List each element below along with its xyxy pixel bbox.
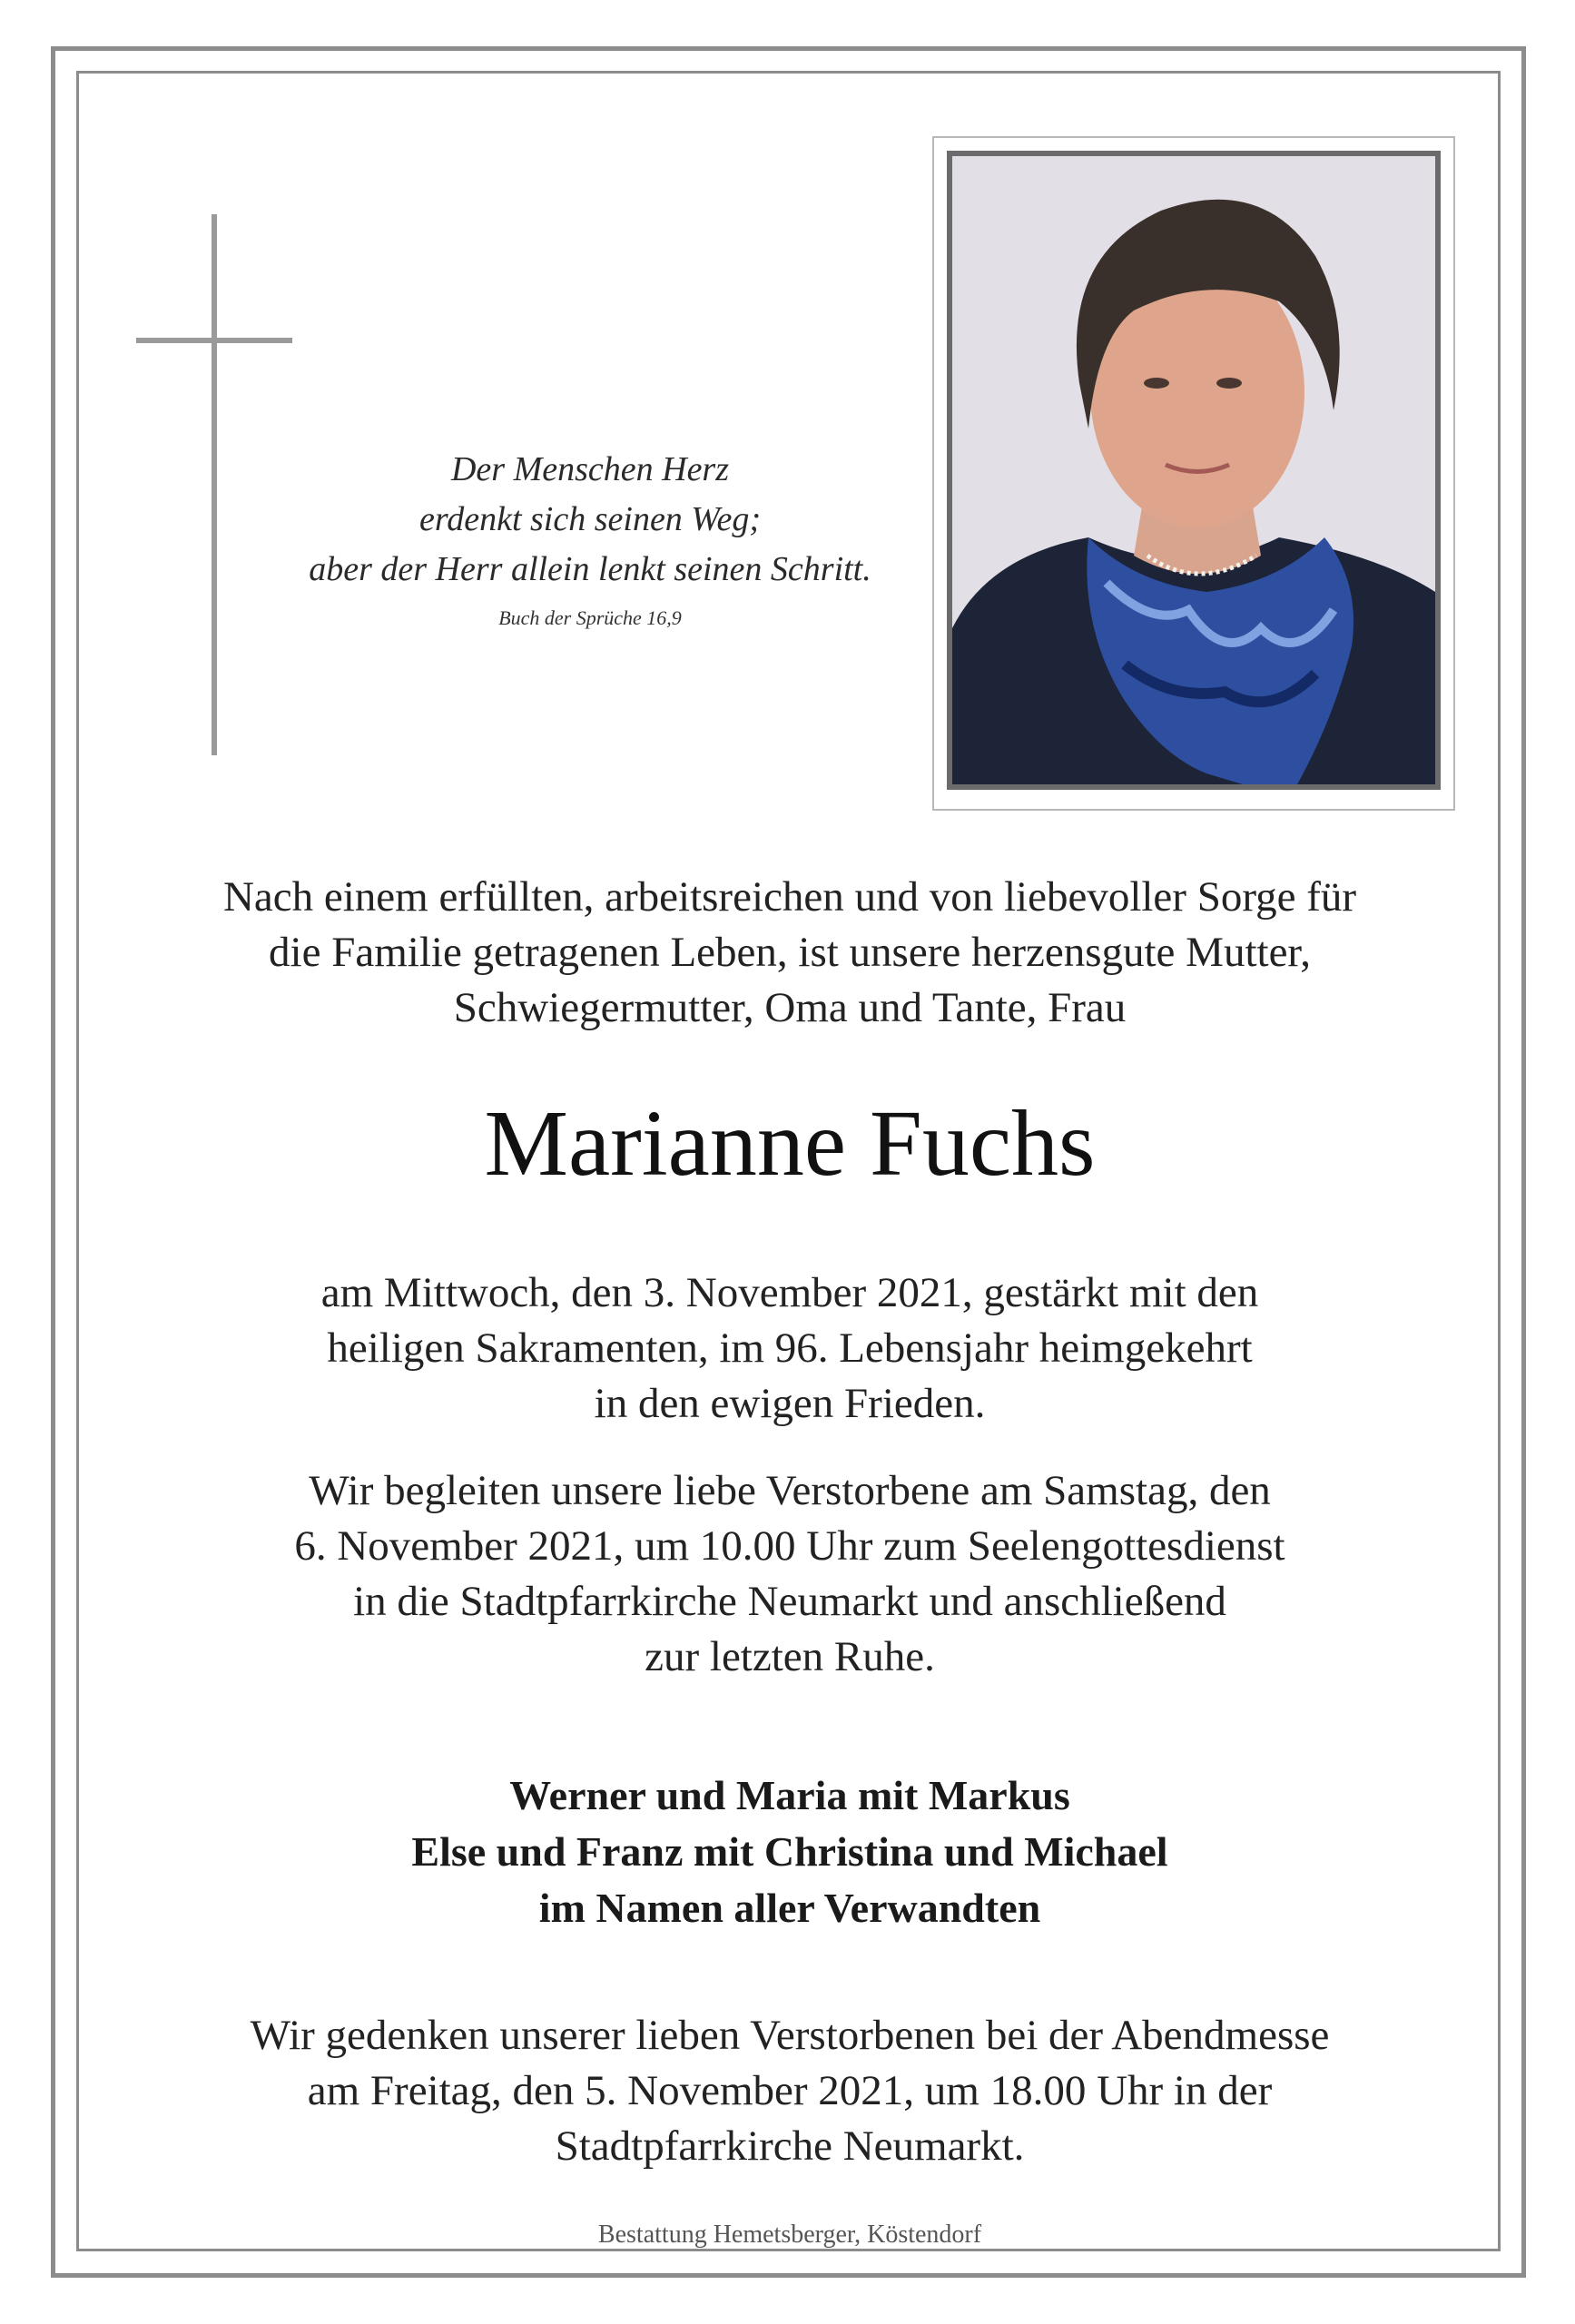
bible-quote — [254, 445, 926, 595]
death-line: heiligen Sakramenten, im 96. Lebensjahr heimgekehrt — [327, 1324, 1253, 1372]
quote-line: aber der Herr allein lenkt seinen Schritt. — [309, 550, 871, 588]
deceased-name: Marianne Fuchs — [484, 1091, 1096, 1196]
cross-icon — [212, 214, 217, 755]
mourner-line: im Namen aller Verwandten — [538, 1885, 1041, 1931]
funeral-info — [118, 1463, 1462, 1685]
memorial-line: Wir gedenken unserer lieben Verstorbenen bei der Abendmesse — [250, 2012, 1330, 2059]
funeral-line: Wir begleiten unsere liebe Verstorbene am Samstag, den — [309, 1467, 1271, 1514]
intro-line: Schwiegermutter, Oma und Tante, Frau — [453, 984, 1127, 1031]
death-line: in den ewigen Frieden. — [594, 1380, 986, 1427]
intro-text — [118, 870, 1462, 1036]
memorial-line: am Freitag, den 5. November 2021, um 18.00 Uhr in der — [307, 2067, 1273, 2114]
memorial-line: Stadtpfarrkirche Neumarkt. — [555, 2122, 1025, 2170]
death-line: am Mittwoch, den 3. November 2021, gestärkt mit den — [320, 1269, 1259, 1316]
funeral-line: zur letzten Ruhe. — [645, 1633, 935, 1680]
funeral-home-footer: Bestattung Hemetsberger, Köstendorf — [597, 2221, 982, 2249]
quote-line: erdenkt sich seinen Weg; — [418, 500, 761, 538]
funeral-line: 6. November 2021, um 10.00 Uhr zum Seelengottesdienst — [294, 1522, 1285, 1570]
portrait-photo — [947, 151, 1441, 790]
cross-icon-bar — [136, 338, 292, 343]
quote-line: Der Menschen Herz — [450, 450, 730, 488]
mourner-line: Else und Franz mit Christina und Michael — [411, 1828, 1168, 1875]
funeral-line: in die Stadtpfarrkirche Neumarkt und anschließend — [353, 1578, 1226, 1625]
mourner-line: Werner und Maria mit Markus — [509, 1772, 1070, 1818]
death-notice — [118, 1265, 1462, 1432]
intro-line: die Familie getragenen Leben, ist unsere herzensgute Mutter, — [269, 929, 1311, 976]
memorial-mass-info — [118, 2008, 1462, 2174]
quote-source: Buch der Sprüche 16,9 — [498, 606, 682, 629]
intro-line: Nach einem erfüllten, arbeitsreichen und von liebevoller Sorge für — [222, 873, 1357, 921]
mourners-list — [118, 1768, 1462, 1936]
